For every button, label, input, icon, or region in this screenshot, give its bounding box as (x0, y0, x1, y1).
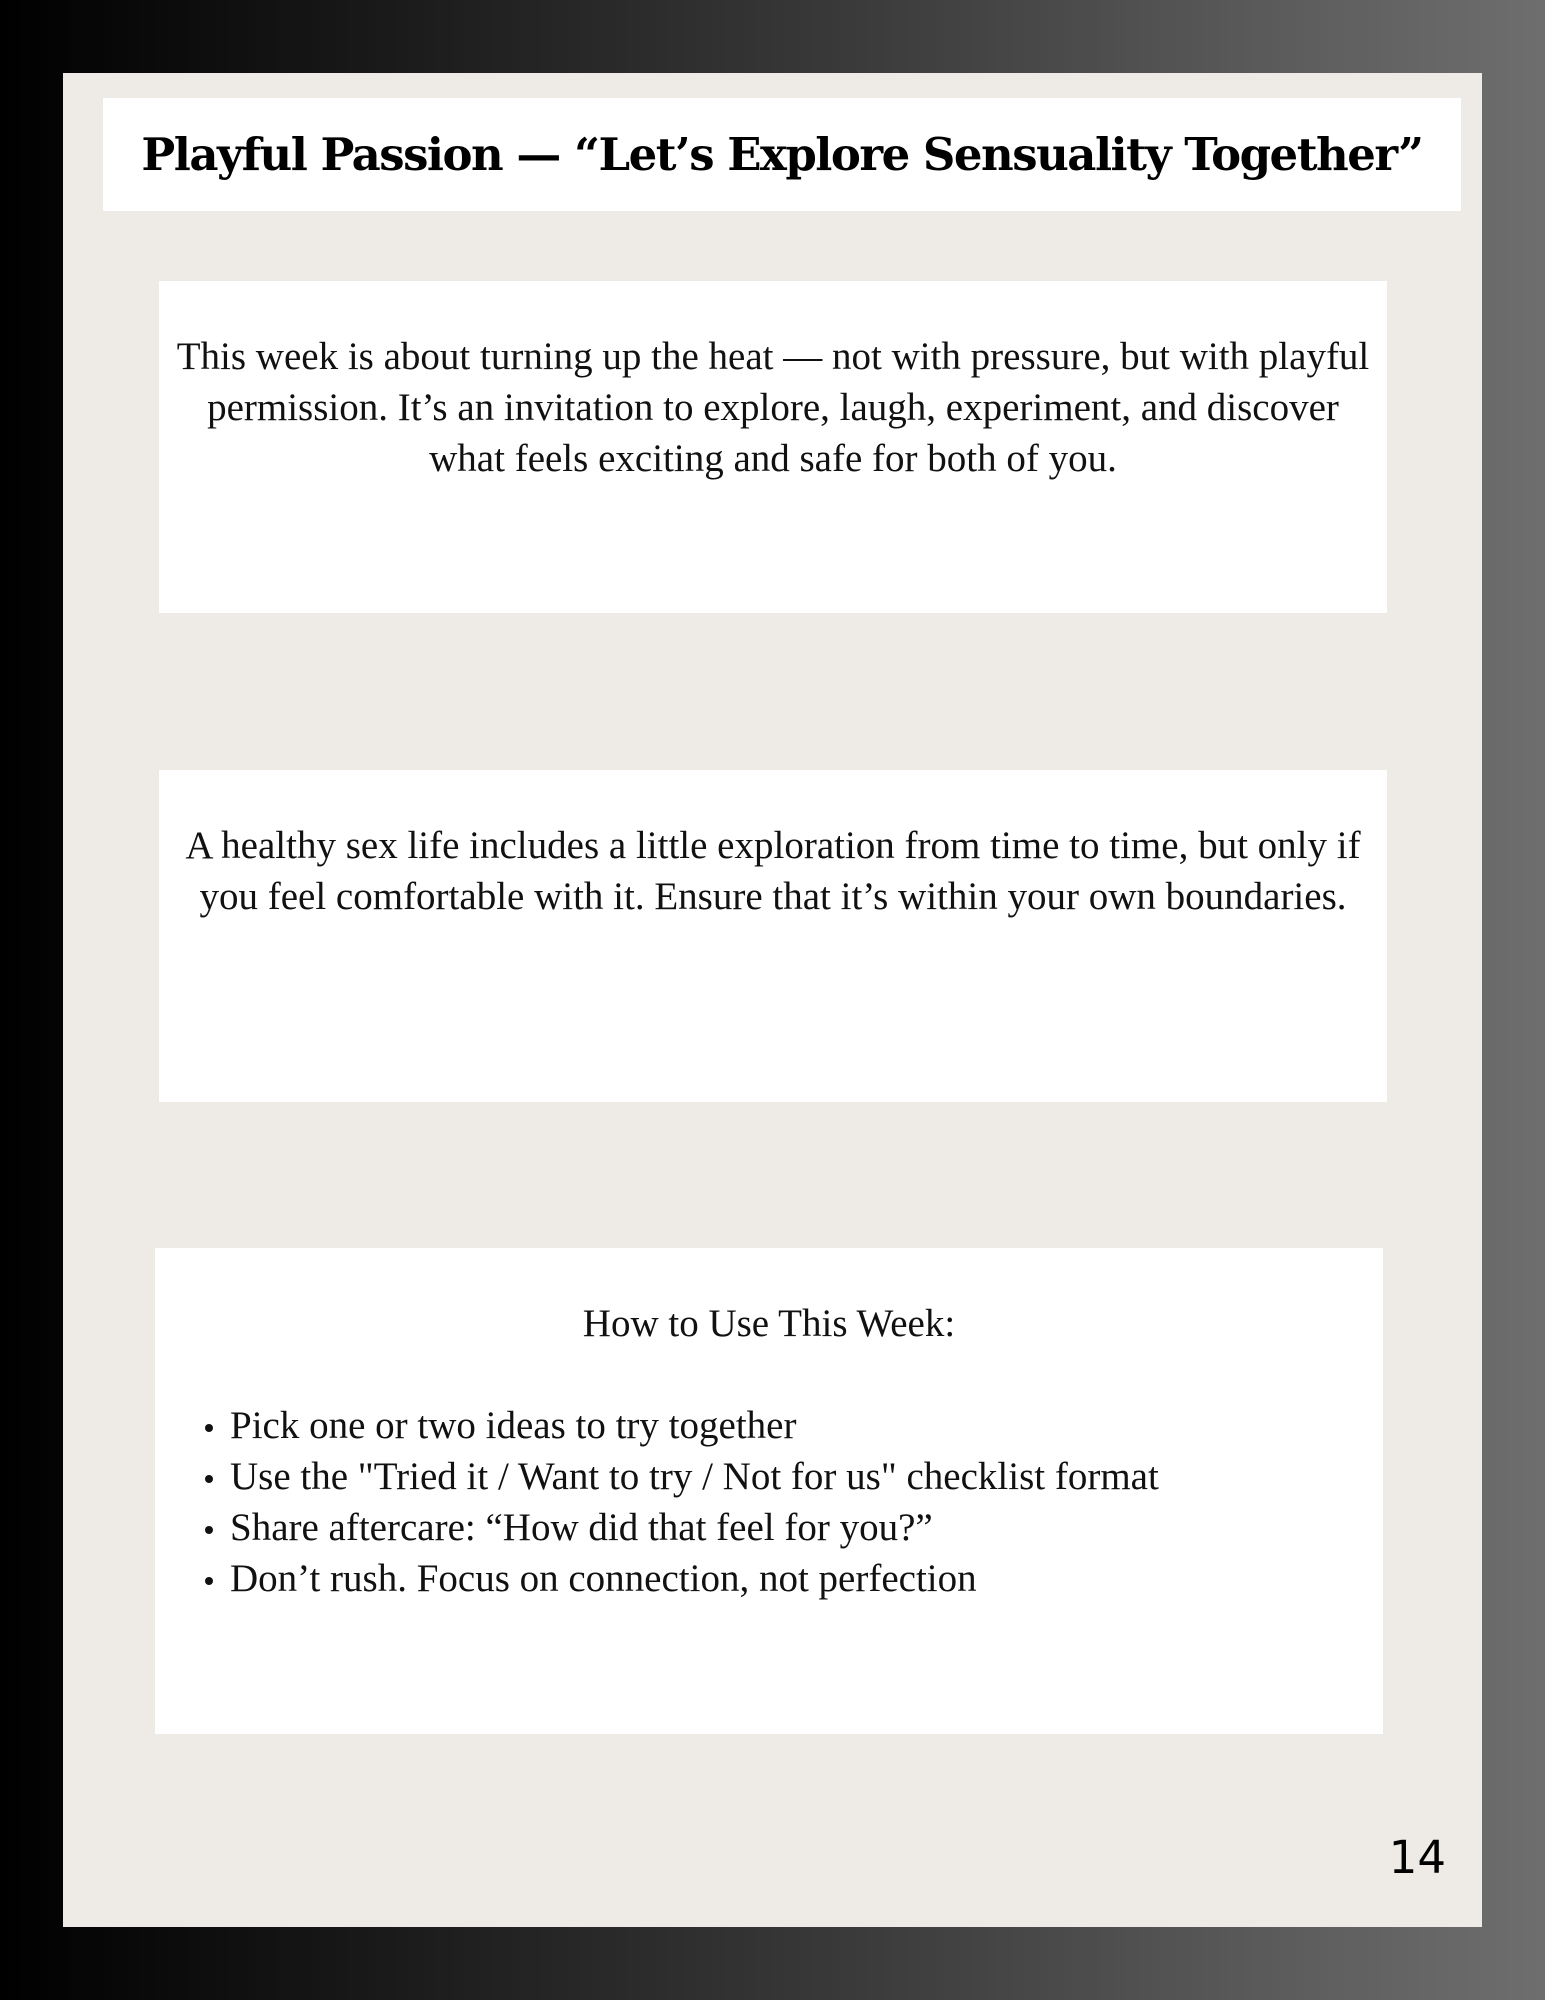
list-item-text: Don’t rush. Focus on connection, not perfection (230, 1557, 977, 1600)
list-item (205, 1553, 1383, 1604)
list-item (205, 1451, 1383, 1502)
how-to-use-heading: How to Use This Week: (582, 1302, 956, 1345)
list-item-text: Pick one or two ideas to try together (230, 1404, 797, 1447)
page-title: Playful Passion — “Let’s Explore Sensuality Together” (141, 128, 1423, 181)
page-number: 14 (1388, 1831, 1446, 1884)
how-to-use-card (155, 1248, 1383, 1734)
how-to-use-list (155, 1400, 1383, 1604)
list-item-text: Share aftercare: “How did that feel for you?” (230, 1506, 933, 1549)
bullet-icon (205, 1424, 213, 1432)
intro-card (159, 281, 1387, 613)
intro-text: This week is about turning up the heat — not with pressure, but with playful permission. It’s an invitation to explore, laugh, experiment, and discover what feels exciting and safe for both of you. (176, 335, 1370, 480)
list-item (205, 1400, 1383, 1451)
document-page (63, 73, 1482, 1927)
list-item (205, 1502, 1383, 1553)
bullet-icon (205, 1475, 213, 1483)
bullet-icon (205, 1577, 213, 1585)
exploration-text: A healthy sex life includes a little exploration from time to time, but only if you feel comfortable with it. Ensure that it’s within your own boundaries. (185, 824, 1361, 918)
list-item-text: Use the "Tried it / Want to try / Not for us" checklist format (230, 1455, 1159, 1498)
exploration-card (159, 770, 1387, 1102)
bullet-icon (205, 1526, 213, 1534)
title-banner (103, 98, 1461, 211)
